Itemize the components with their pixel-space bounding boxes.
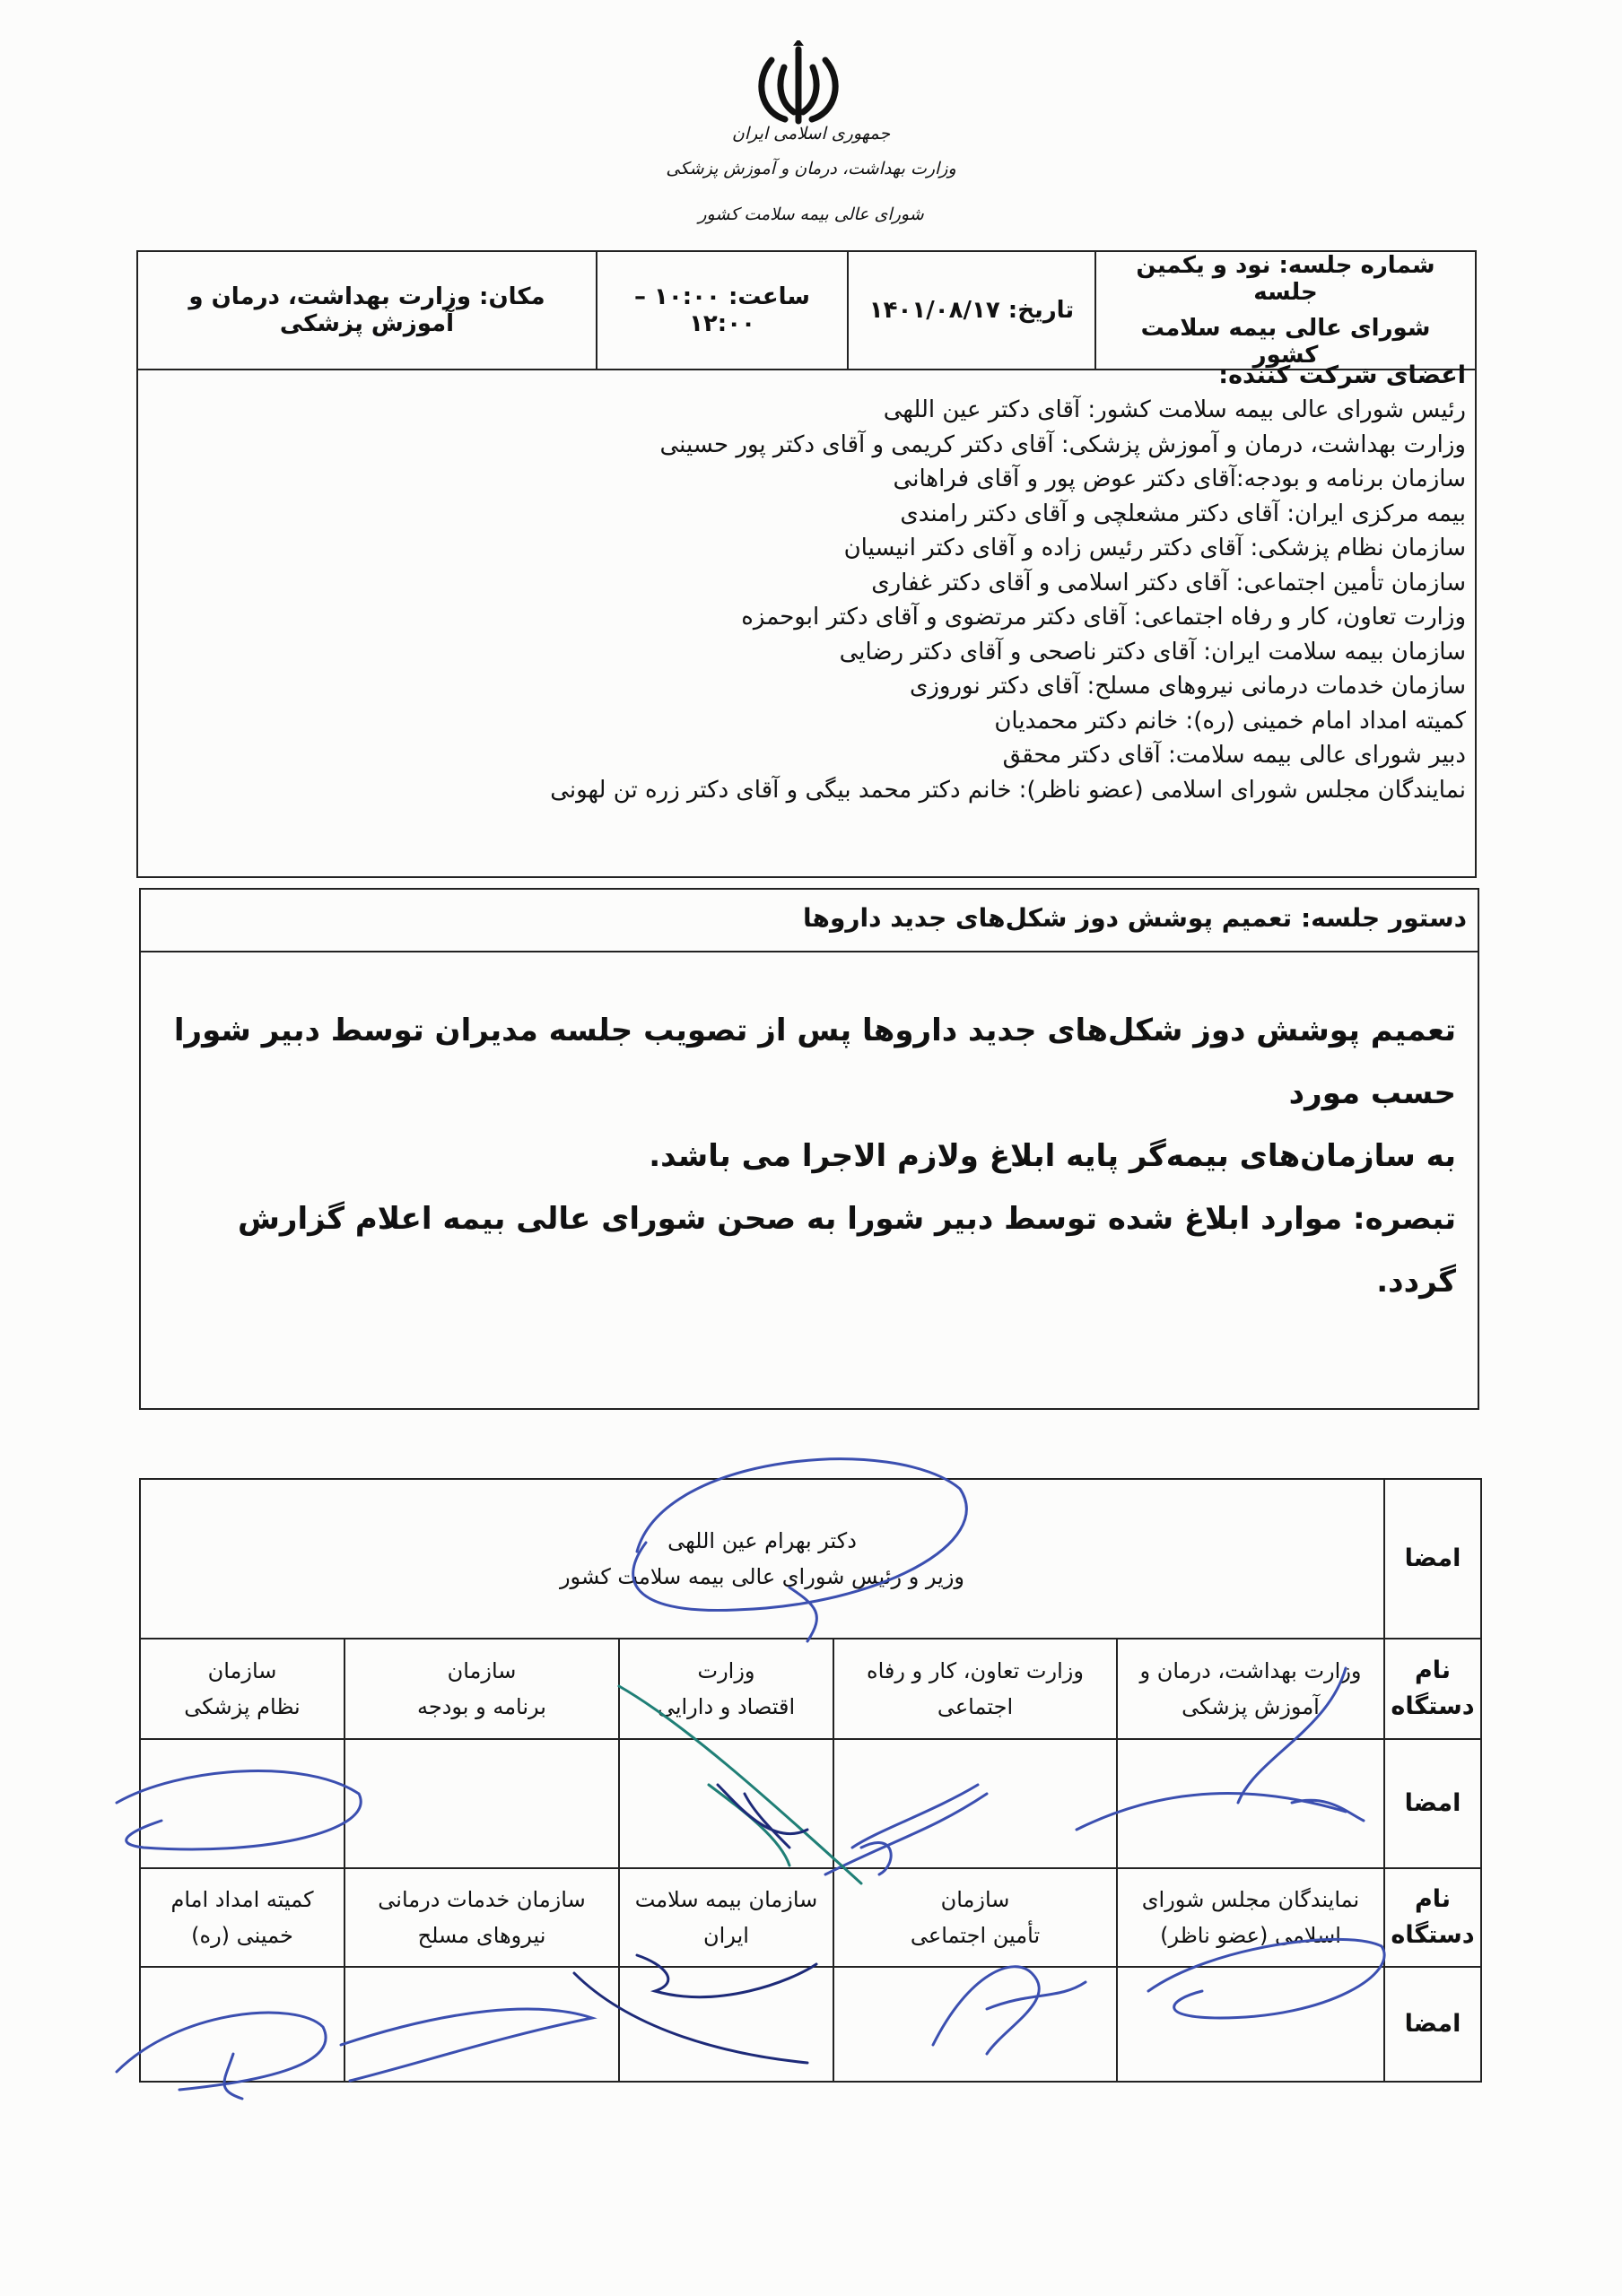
- agenda-text-line-2: به سازمان‌های بیمه‌گر پایه ابلاغ ولازم الاجرا می باشد.: [649, 1138, 1456, 1174]
- org-label-line-2: دستگاه: [1391, 1692, 1475, 1720]
- signature-table: [139, 1478, 1482, 2083]
- member-item: دبیر شورای عالی بیمه سلامت: آقای دکتر محقق: [1002, 742, 1466, 769]
- org-name-line-1: سازمان خدمات درمانی: [378, 1887, 586, 1912]
- org-name-line-2: خمینی (ره): [191, 1923, 293, 1948]
- org-cell: [1117, 1868, 1384, 1967]
- agenda-topic: تعمیم پوشش دوز شکل‌های جدید داروها: [803, 903, 1293, 933]
- header-country: جمهوری اسلامی ایران: [731, 124, 891, 144]
- agenda-section: [139, 888, 1479, 1410]
- member-item: سازمان خدمات درمانی نیروهای مسلح: آقای دکتر نوروزی: [910, 673, 1466, 700]
- members-title: اعضای شرکت کننده:: [1218, 361, 1466, 389]
- member-item: سازمان تأمین اجتماعی: آقای دکتر اسلامی و آقای دکتر غفاری: [871, 569, 1466, 596]
- org-name-line-1: کمیته امداد امام: [170, 1887, 314, 1912]
- signature-box: [344, 1967, 619, 2082]
- org-name-line-1: وزارت تعاون، کار و رفاه: [867, 1658, 1084, 1683]
- org-name-line-1: سازمان: [207, 1658, 277, 1683]
- minister-title: وزیر و رئیس شورای عالی بیمه سلامت کشور: [559, 1564, 965, 1589]
- member-item: سازمان برنامه و بودجه:آقای دکتر عوض پور و آقای فراهانی: [893, 465, 1466, 492]
- meeting-time: ساعت: ۱۰:۰۰ – ۱۲:۰۰: [597, 251, 848, 370]
- org-cell: [140, 1868, 344, 1967]
- org-name-line-2: آموزش پزشکی: [1182, 1694, 1320, 1719]
- org-label: [1384, 1868, 1481, 1967]
- org-cell: [833, 1639, 1117, 1739]
- org-name-line-1: وزارت: [697, 1658, 755, 1683]
- meeting-date: تاریخ: ۱۴۰۱/۰۸/۱۷: [848, 251, 1095, 370]
- org-name-line-2: برنامه و بودجه: [417, 1694, 546, 1719]
- org-name-line-1: سازمان: [447, 1658, 517, 1683]
- signature-box: [140, 1739, 344, 1868]
- signature-box: [833, 1967, 1117, 2082]
- signature-box: [344, 1739, 619, 1868]
- org-cell: [140, 1639, 344, 1739]
- org-label-line-1: نام: [1414, 1657, 1452, 1684]
- signature-box: [1117, 1967, 1384, 2082]
- agenda-text-line-1: تعمیم پوشش دوز شکل‌های جدید داروها پس از تصویب جلسه مدیران توسط دبیر شورا حسب مورد: [173, 1013, 1456, 1111]
- org-name-line-1: وزارت بهداشت، درمان و: [1139, 1658, 1362, 1683]
- minister-cell: [140, 1479, 1384, 1639]
- org-name-line-1: سازمان بیمه سلامت: [634, 1887, 818, 1912]
- agenda-body: [141, 952, 1478, 1313]
- sign-label: امضا: [1384, 1967, 1481, 2082]
- signature-box: [1117, 1739, 1384, 1868]
- member-item: نمایندگان مجلس شورای اسلامی (عضو ناظر): خانم دکتر محمد بیگی و آقای دکتر زره تن لهونی: [550, 776, 1466, 804]
- org-name-line-2: نیروهای مسلح: [417, 1923, 546, 1948]
- sign-label: امضا: [1384, 1479, 1481, 1639]
- sign-label: امضا: [1384, 1739, 1481, 1868]
- member-item: سازمان نظام پزشکی: آقای دکتر رئیس زاده و آقای دکتر انیسیان: [843, 535, 1466, 561]
- org-name-line-2: اجتماعی: [937, 1694, 1014, 1719]
- org-cell: [1117, 1639, 1384, 1739]
- member-item: سازمان بیمه سلامت ایران: آقای دکتر ناصحی و آقای دکتر رضایی: [839, 638, 1466, 665]
- org-name-line-1: سازمان: [940, 1887, 1010, 1912]
- org-label-line-1: نام: [1414, 1885, 1452, 1913]
- signature-box: [140, 1967, 344, 2082]
- agenda-header: [141, 890, 1478, 952]
- header-council: شورای عالی بیمه سلامت کشور: [698, 204, 924, 224]
- signature-box: [833, 1739, 1117, 1868]
- org-cell: [344, 1868, 619, 1967]
- meeting-place: مکان: وزارت بهداشت، درمان و آموزش پزشکی: [137, 251, 597, 370]
- org-name-line-2: نظام پزشکی: [184, 1694, 301, 1719]
- session-council: شورای عالی بیمه سلامت کشور: [1140, 315, 1431, 369]
- member-item: بیمه مرکزی ایران: آقای دکتر مشعلچی و آقای دکتر رامندی: [900, 500, 1466, 527]
- member-item: رئیس شورای عالی بیمه سلامت کشور: آقای دکتر عین اللهی: [883, 396, 1466, 423]
- org-cell: [619, 1868, 833, 1967]
- members-section: [136, 349, 1477, 878]
- agenda-label: دستور جلسه:: [1300, 903, 1467, 933]
- signature-box: [619, 1739, 833, 1868]
- org-name-line-2: اسلامی (عضو ناظر): [1160, 1923, 1341, 1948]
- header-ministry: وزارت بهداشت، درمان و آموزش پزشکی: [666, 159, 956, 178]
- minister-name: دکتر بهرام عین اللهی: [667, 1528, 857, 1553]
- org-name-line-2: اقتصاد و دارایی: [657, 1694, 796, 1719]
- org-cell: [344, 1639, 619, 1739]
- org-name-line-2: تأمین اجتماعی: [910, 1923, 1041, 1948]
- session-number: شماره جلسه: نود و یکمین جلسه: [1136, 252, 1435, 306]
- org-cell: [833, 1868, 1117, 1967]
- signature-box: [619, 1967, 833, 2082]
- agenda-note: تبصره: موارد ابلاغ شده توسط دبیر شورا به صحن شورای عالی بیمه اعلام گزارش گردد.: [237, 1201, 1456, 1300]
- org-label: [1384, 1639, 1481, 1739]
- org-name-line-1: نمایندگان مجلس شورای: [1141, 1887, 1360, 1912]
- member-item: وزارت بهداشت، درمان و آموزش پزشکی: آقای دکتر کریمی و آقای دکتر پور حسینی: [659, 430, 1466, 458]
- org-cell: [619, 1639, 833, 1739]
- org-name-line-2: ایران: [703, 1923, 749, 1948]
- member-item: کمیته امداد امام خمینی (ره): خانم دکتر محمدیان: [994, 707, 1466, 735]
- iran-emblem-icon: [745, 40, 852, 130]
- org-label-line-2: دستگاه: [1391, 1921, 1475, 1949]
- member-item: وزارت تعاون، کار و رفاه اجتماعی: آقای دکتر مرتضوی و آقای دکتر ابوحمزه: [741, 604, 1466, 631]
